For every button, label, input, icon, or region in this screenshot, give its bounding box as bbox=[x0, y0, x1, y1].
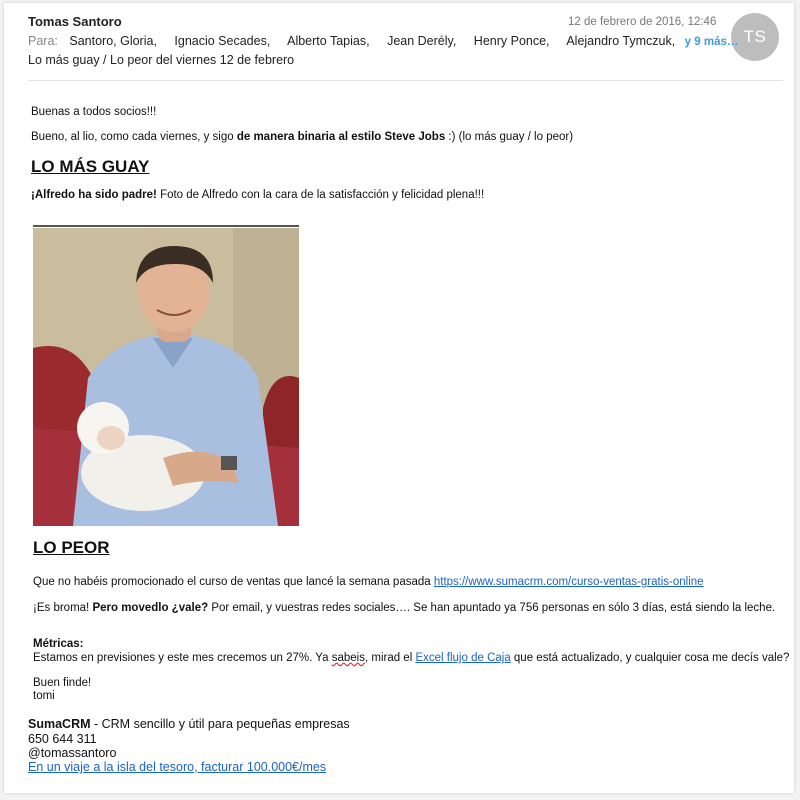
sender-nickname: tomi bbox=[33, 690, 55, 702]
closing: Buen finde! bbox=[33, 677, 92, 689]
to-label: Para: bbox=[28, 34, 58, 48]
recipient[interactable]: Alejandro Tymczuk, bbox=[566, 34, 676, 48]
signature-brand: SumaCRM bbox=[28, 717, 91, 731]
worst-paragraph bbox=[33, 576, 704, 588]
recipient[interactable]: Jean Derély, bbox=[387, 34, 457, 48]
joke-paragraph bbox=[33, 602, 775, 614]
excel-link[interactable]: Excel flujo de Caja bbox=[415, 652, 511, 664]
intro-text: Bueno, al lio, como cada viernes, y sigo bbox=[31, 131, 237, 143]
worst-text: Que no habéis promocionado el curso de ventas que lancé la semana pasada bbox=[33, 576, 434, 588]
greeting: Buenas a todos socios!!! bbox=[31, 106, 157, 118]
email-subject: Lo más guay / Lo peor del viernes 12 de febrero bbox=[28, 53, 295, 67]
metrics-text: Estamos en previsiones y este mes crecemos un 27%. Ya bbox=[33, 652, 332, 664]
best-text: Foto de Alfredo con la cara de la satisfacción y felicidad plena!!! bbox=[156, 189, 485, 201]
recipient[interactable]: Henry Ponce, bbox=[473, 34, 550, 48]
signature-phone: 650 644 311 bbox=[28, 732, 97, 746]
metrics-paragraph bbox=[33, 652, 789, 664]
signature-handle: @tomassantoro bbox=[28, 746, 117, 760]
recipient[interactable]: Alberto Tapias, bbox=[287, 34, 370, 48]
intro-bold: de manera binaria al estilo Steve Jobs bbox=[236, 131, 446, 143]
joke-bold: Pero movedlo ¿vale? bbox=[92, 602, 209, 614]
recipient[interactable]: Santoro, Gloria, bbox=[69, 34, 157, 48]
intro-paragraph bbox=[31, 131, 573, 143]
joke-text: ¡Es broma! bbox=[33, 602, 93, 614]
signature-link[interactable]: En un viaje a la isla del tesoro, facturar 100.000€/mes bbox=[28, 760, 327, 774]
best-bold: ¡Alfredo ha sido padre! bbox=[31, 189, 157, 201]
signature-link-wrap bbox=[28, 760, 326, 774]
recipients-line bbox=[28, 34, 738, 48]
misspelled-word[interactable]: sabeis bbox=[331, 652, 365, 664]
signature-brand-line bbox=[28, 717, 350, 731]
metrics-text-end: que está actualizado, y cualquier cosa me decís vale? bbox=[510, 652, 790, 664]
email-date: 12 de febrero de 2016, 12:46 bbox=[568, 16, 717, 28]
best-paragraph bbox=[31, 189, 484, 201]
course-link[interactable]: https://www.sumacrm.com/curso-ventas-gratis-online bbox=[433, 576, 704, 588]
avatar[interactable]: TS bbox=[731, 13, 779, 61]
metrics-label: Métricas: bbox=[33, 638, 84, 650]
intro-text-end: :) (lo más guay / lo peor) bbox=[445, 131, 574, 143]
heading-worst: LO PEOR bbox=[33, 538, 110, 557]
heading-best: LO MÁS GUAY bbox=[31, 157, 150, 176]
header-divider bbox=[28, 80, 783, 81]
metrics-text-mid: , mirad el bbox=[364, 652, 416, 664]
photo-border bbox=[33, 225, 299, 227]
sender-name[interactable]: Tomas Santoro bbox=[28, 14, 122, 29]
joke-text-end: Por email, y vuestras redes sociales…. Se han apuntado ya 756 personas en sólo 3 días, está siendo la leche. bbox=[208, 602, 776, 614]
signature-tagline: - CRM sencillo y útil para pequeñas empresas bbox=[90, 717, 350, 731]
recipient[interactable]: Ignacio Secades, bbox=[174, 34, 271, 48]
more-recipients-link[interactable]: y 9 más… bbox=[684, 36, 739, 48]
photo-alfredo-with-baby[interactable] bbox=[33, 228, 299, 526]
